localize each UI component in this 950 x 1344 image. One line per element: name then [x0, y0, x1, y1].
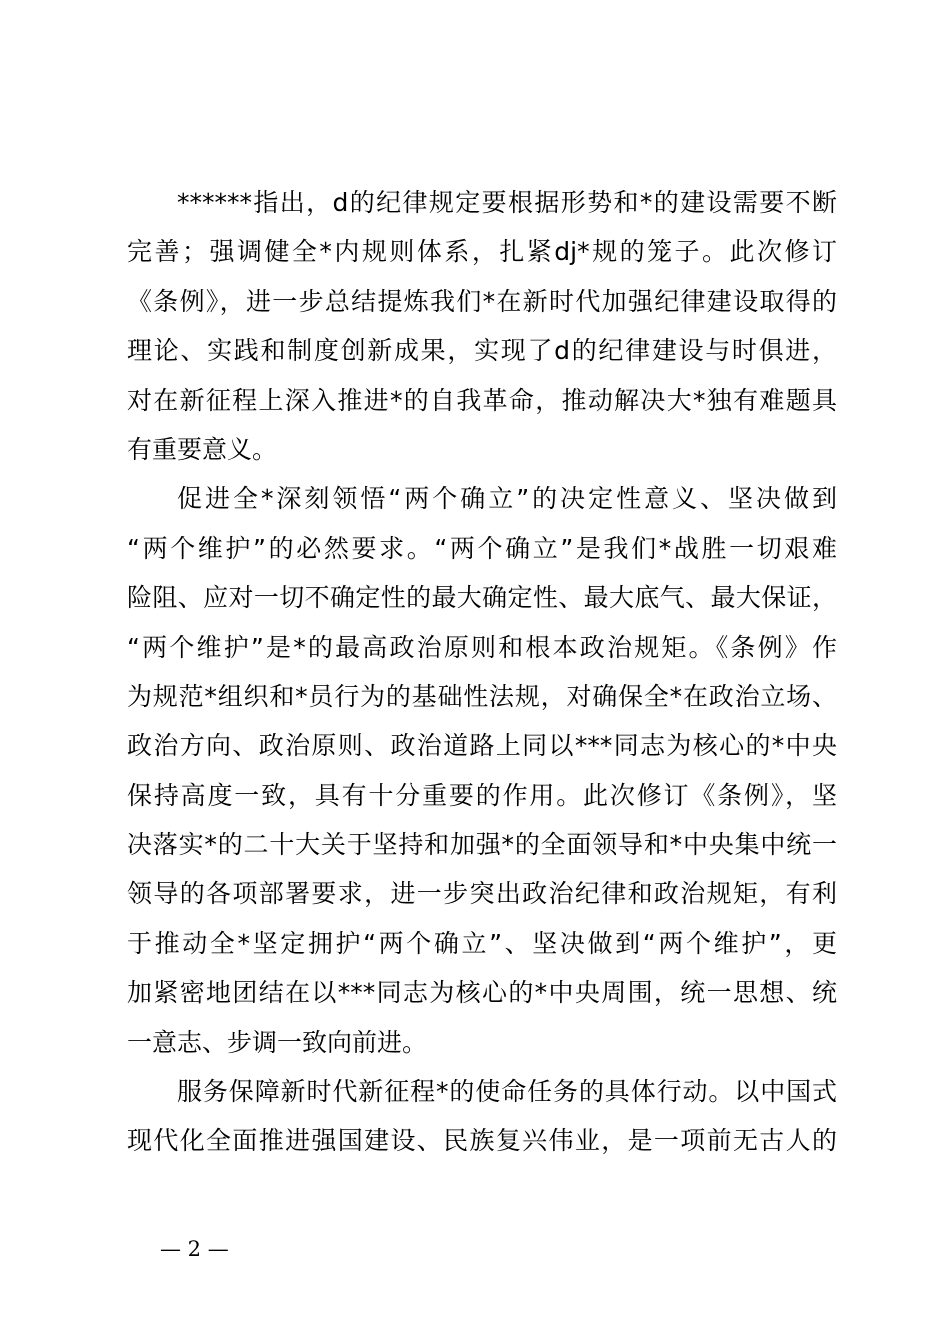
text-line: ******指出，d的纪律规定要根据形势和*的建设需要不断	[177, 188, 837, 217]
paragraph-3	[127, 1067, 837, 1166]
text-line: 促进全*深刻领悟“两个确立”的决定性意义、坚决做到	[177, 484, 837, 514]
text-line: 决落实*的二十大关于坚持和加强*的全面领导和*中央集中统一	[127, 830, 837, 860]
page-number: — 2 —	[160, 1237, 229, 1261]
text-line: “两个维护”是*的最高政治原则和根本政治规矩。《条例》作	[127, 632, 837, 662]
text-line: 一意志、步调一致向前进。	[127, 1027, 428, 1057]
text-line: 完善；强调健全*内规则体系，扎紧dj*规的笼子。此次修订	[127, 237, 837, 267]
text-line: 对在新征程上深入推进*的自我革命，推动解决大*独有难题具	[127, 385, 837, 415]
text-line: 理论、实践和制度创新成果，实现了d的纪律建设与时俱进，	[127, 336, 837, 366]
text-line: 有重要意义。	[127, 434, 278, 464]
text-line: 保持高度一致，具有十分重要的作用。此次修订《条例》，坚	[127, 780, 837, 810]
text-line: 为规范*组织和*员行为的基础性法规，对确保全*在政治立场、	[127, 681, 837, 711]
text-line: “两个维护”的必然要求。“两个确立”是我们*战胜一切艰难	[127, 533, 837, 563]
paragraph-1	[127, 178, 837, 474]
text-line: 于推动全*坚定拥护“两个确立”、坚决做到“两个维护”，更	[127, 928, 837, 958]
paragraph-2	[127, 474, 837, 1067]
text-line: 现代化全面推进强国建设、民族复兴伟业，是一项前无古人的	[127, 1126, 837, 1156]
text-line: 加紧密地团结在以***同志为核心的*中央周围，统一思想、统	[127, 978, 837, 1008]
text-line: 《条例》，进一步总结提炼我们*在新时代加强纪律建设取得的	[127, 286, 837, 316]
text-line: 险阻、应对一切不确定性的最大确定性、最大底气、最大保证，	[127, 583, 837, 613]
body-text	[127, 178, 837, 1166]
text-line: 政治方向、政治原则、政治道路上同以***同志为核心的*中央	[127, 731, 837, 761]
text-line: 服务保障新时代新征程*的使命任务的具体行动。以中国式	[177, 1077, 837, 1107]
text-line: 领导的各项部署要求，进一步突出政治纪律和政治规矩，有利	[127, 879, 837, 909]
